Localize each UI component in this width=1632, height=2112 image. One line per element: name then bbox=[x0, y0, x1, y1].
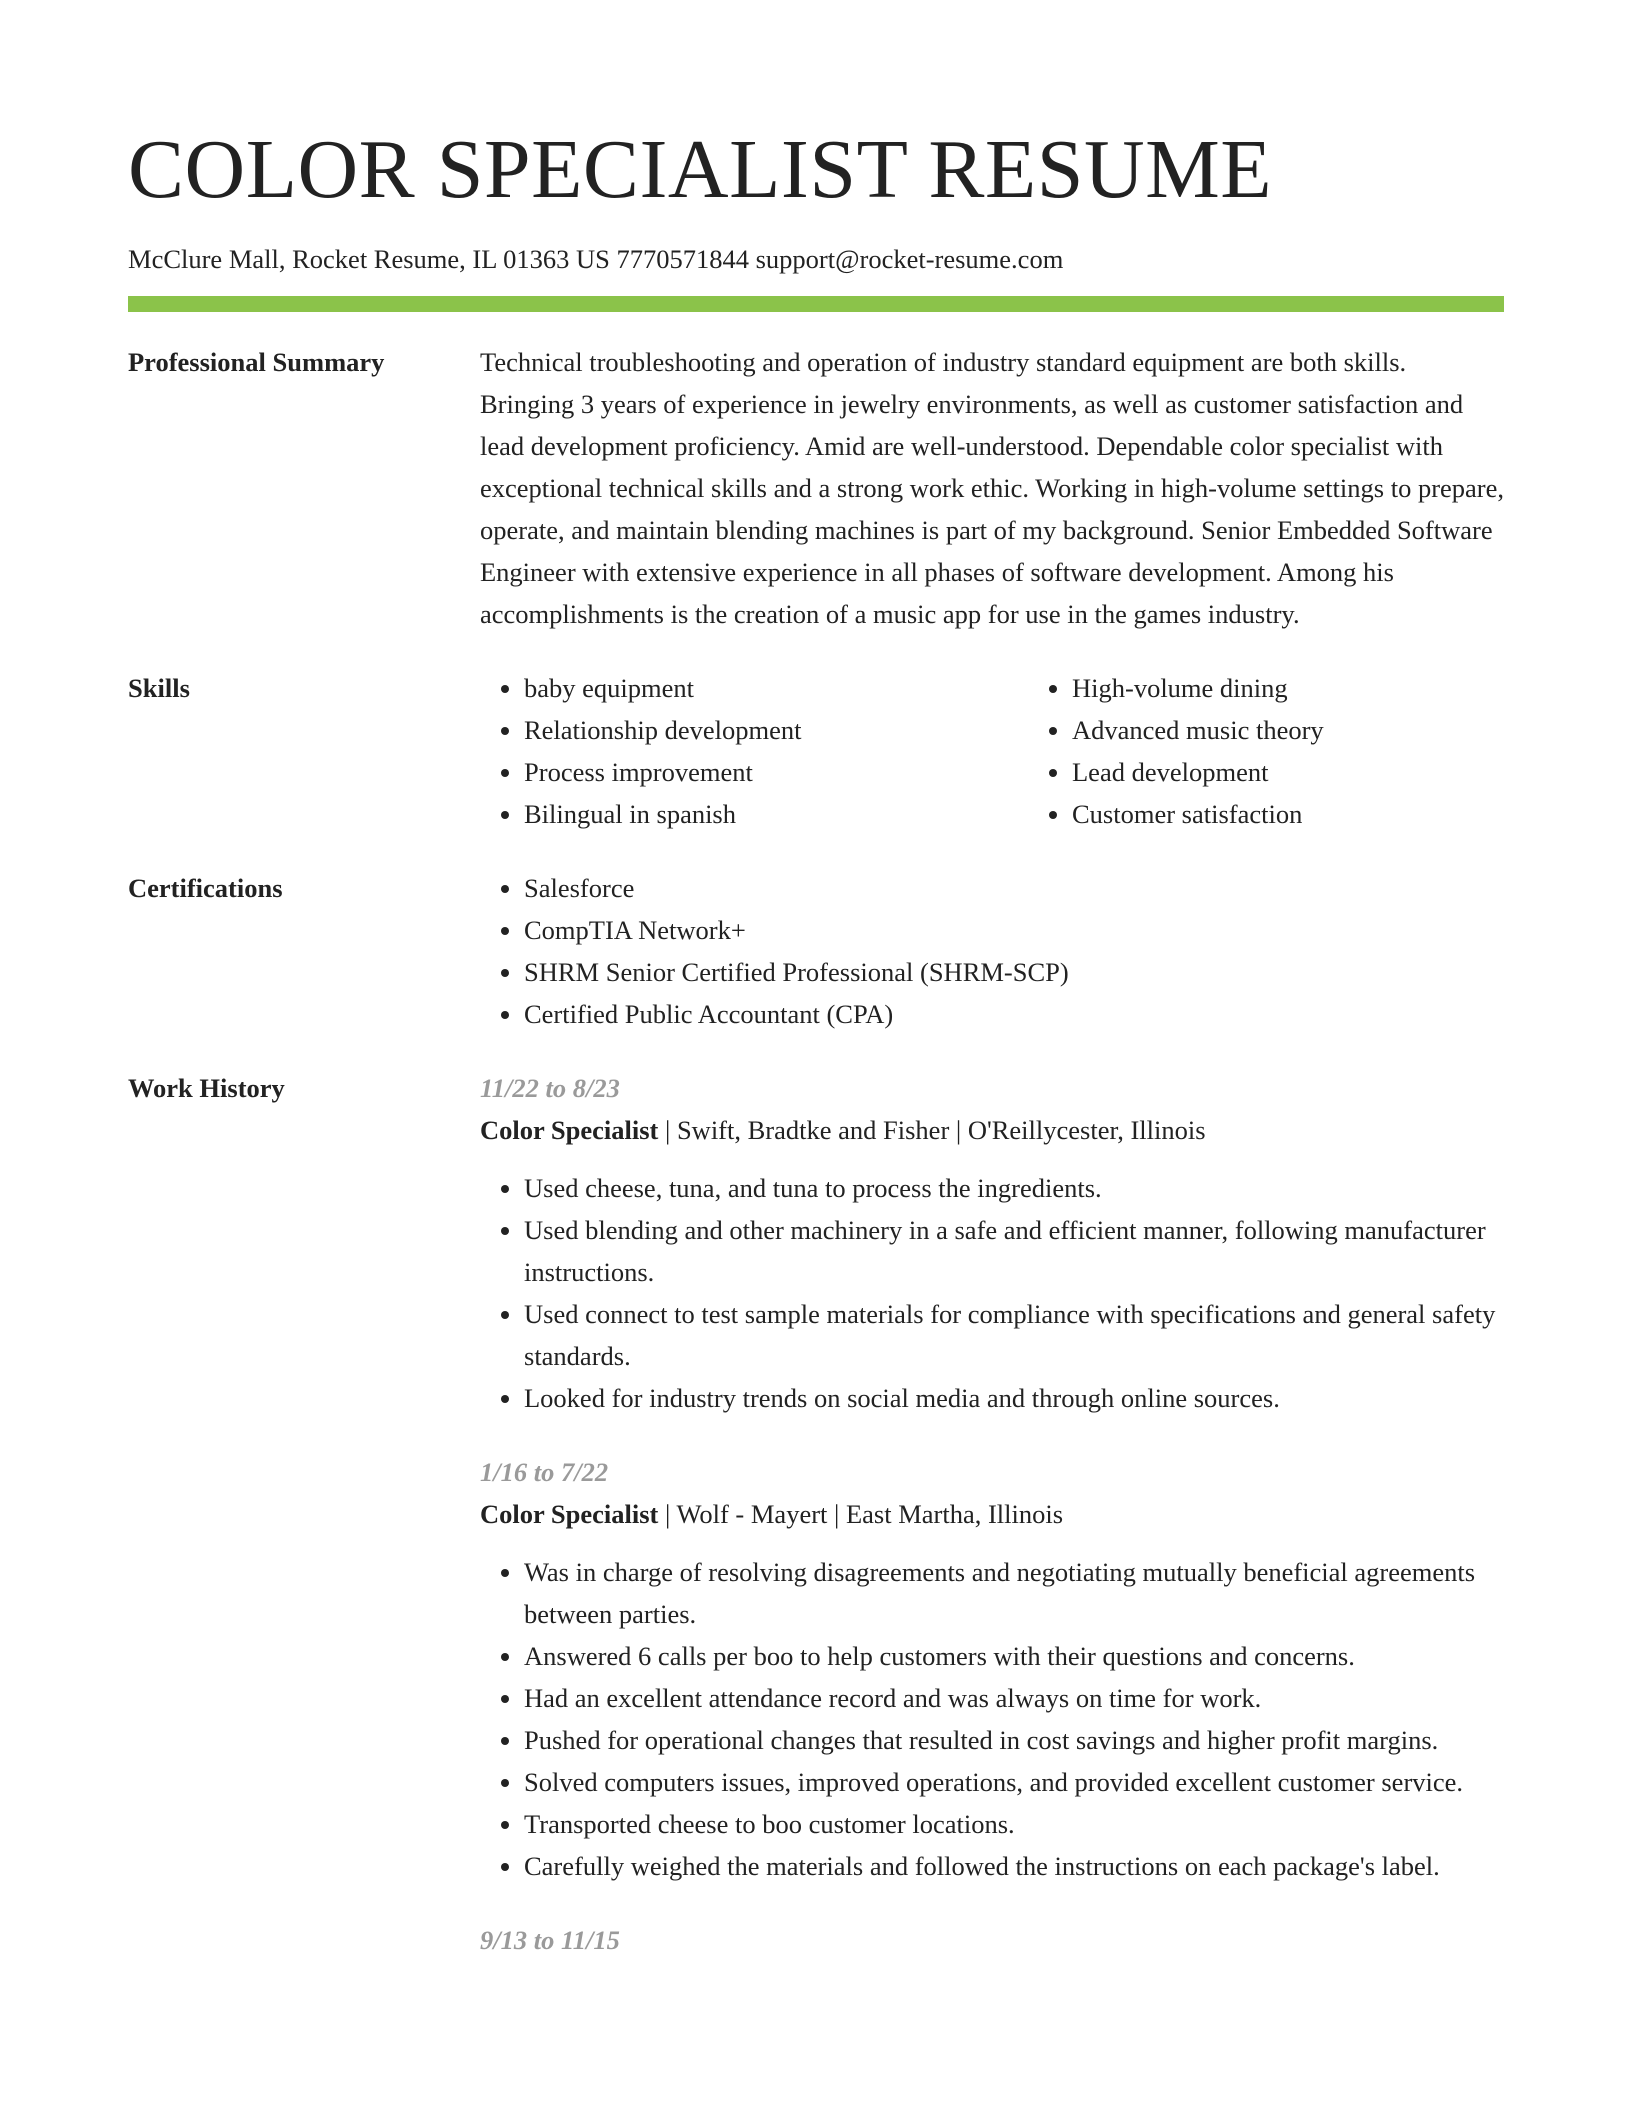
skill-item: • Process improvement bbox=[524, 751, 984, 793]
job-employer-location: | Wolf - Mayert | East Martha, Illinois bbox=[658, 1499, 1064, 1529]
summary-text: Technical troubleshooting and operation of industry standard equipment are both skills. Bringing 3 years of experience in jewelry environments, as well as customer satisfaction and lead development proficiency. Amid are well-understood. Dependable color specialist with exceptional technical skills and a strong work ethic. Working in high-volume settings to prepare, operate, and maintain blending machines is part of my background. Senior Embedded Software Engineer with extensive experience in all phases of software development. Among his accomplishments is the creation of a music app for use in the games industry. bbox=[480, 347, 1505, 629]
certifications-list bbox=[480, 867, 1504, 1035]
certification-item: • Certified Public Accountant (CPA) bbox=[524, 993, 1504, 1035]
job-entry bbox=[480, 1451, 1504, 1887]
work-history-section bbox=[128, 1067, 1504, 1961]
job-employer-location: | Swift, Bradtke and Fisher | O'Reillycester, Illinois bbox=[658, 1115, 1206, 1145]
skill-item: • Advanced music theory bbox=[1072, 709, 1592, 751]
job-duties-list bbox=[480, 1167, 1504, 1419]
work-history-body bbox=[480, 1067, 1504, 1961]
job-duty: • Used connect to test sample materials for compliance with specifications and general safety standards. bbox=[524, 1293, 1504, 1377]
job-date: 9/13 to 11/15 bbox=[480, 1925, 620, 1955]
skills-columns bbox=[480, 667, 1504, 835]
job-duty: • Solved computers issues, improved operations, and provided excellent customer service. bbox=[524, 1761, 1504, 1803]
skill-item: • Relationship development bbox=[524, 709, 984, 751]
skill-item: • Customer satisfaction bbox=[1072, 793, 1592, 835]
job-heading bbox=[480, 1493, 1504, 1535]
section-label-work-history: Work History bbox=[128, 1073, 285, 1103]
section-label-summary: Professional Summary bbox=[128, 347, 385, 377]
section-label-skills: Skills bbox=[128, 673, 190, 703]
job-duty: • Used blending and other machinery in a safe and efficient manner, following manufacturer instructions. bbox=[524, 1209, 1504, 1293]
summary-section bbox=[128, 341, 1504, 635]
job-duty: • Had an excellent attendance record and was always on time for work. bbox=[524, 1677, 1504, 1719]
contact-line: McClure Mall, Rocket Resume, IL 01363 US 7770571844 support@rocket-resume.com bbox=[128, 244, 1064, 274]
job-date: 11/22 to 8/23 bbox=[480, 1073, 620, 1103]
skill-item: • High-volume dining bbox=[1072, 667, 1592, 709]
job-entry bbox=[480, 1067, 1504, 1419]
certifications-body bbox=[480, 867, 1504, 1035]
certifications-section bbox=[128, 867, 1504, 1035]
certification-item: • CompTIA Network+ bbox=[524, 909, 1504, 951]
resume-page bbox=[128, 0, 1504, 1961]
job-duty: • Carefully weighed the materials and followed the instructions on each package's label. bbox=[524, 1845, 1504, 1887]
job-duty: • Was in charge of resolving disagreements and negotiating mutually beneficial agreements between parties. bbox=[524, 1551, 1504, 1635]
job-date: 1/16 to 7/22 bbox=[480, 1457, 609, 1487]
skill-item: • Lead development bbox=[1072, 751, 1592, 793]
skills-list-left bbox=[480, 667, 984, 835]
job-duty: • Used cheese, tuna, and tuna to process the ingredients. bbox=[524, 1167, 1504, 1209]
job-duty: • Transported cheese to boo customer locations. bbox=[524, 1803, 1504, 1845]
accent-divider bbox=[128, 296, 1504, 312]
skills-section bbox=[128, 667, 1504, 835]
section-label-certifications: Certifications bbox=[128, 873, 283, 903]
job-title: Color Specialist bbox=[480, 1499, 659, 1529]
certification-item: • Salesforce bbox=[524, 867, 1504, 909]
job-duties-list bbox=[480, 1551, 1504, 1887]
skill-item: • Bilingual in spanish bbox=[524, 793, 984, 835]
job-entry bbox=[480, 1919, 1504, 1961]
job-duty: • Looked for industry trends on social media and through online sources. bbox=[524, 1377, 1504, 1419]
skills-list-right bbox=[1028, 667, 1592, 835]
job-duty: • Answered 6 calls per boo to help customers with their questions and concerns. bbox=[524, 1635, 1504, 1677]
skill-item: • baby equipment bbox=[524, 667, 984, 709]
job-title: Color Specialist bbox=[480, 1115, 659, 1145]
resume-title: COLOR SPECIALIST RESUME bbox=[128, 123, 1273, 216]
job-duty: • Pushed for operational changes that resulted in cost savings and higher profit margins. bbox=[524, 1719, 1504, 1761]
certification-item: • SHRM Senior Certified Professional (SHRM-SCP) bbox=[524, 951, 1504, 993]
job-heading bbox=[480, 1109, 1504, 1151]
